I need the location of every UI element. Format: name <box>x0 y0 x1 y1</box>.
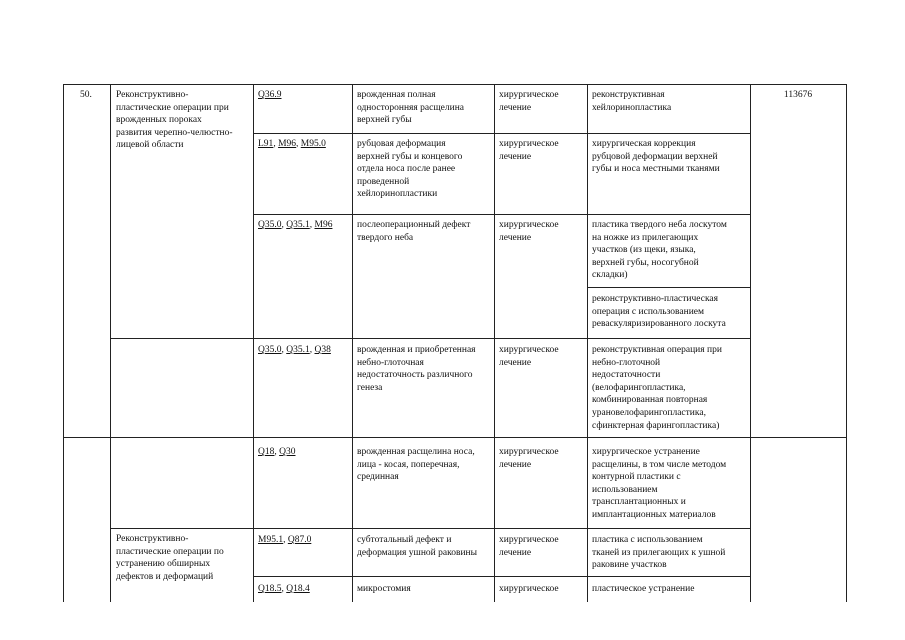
icd-code-link[interactable]: Q35.0 <box>258 220 282 230</box>
icd-codes: Q35.0, Q35.1, Q38 <box>258 345 331 355</box>
icd-codes: M95.1, Q87.0 <box>258 535 312 545</box>
diagnosis-text: врожденная полная односторонняя расщелина верхней губы <box>357 90 464 126</box>
treatment-method: реконструктивная хейлоринопластика <box>592 90 672 113</box>
group-name: Реконструктивно- пластические операции по устранению обширных дефектов и деформаций <box>116 534 224 582</box>
icd-code-link[interactable]: Q18.4 <box>286 584 310 594</box>
icd-code-link[interactable]: M96 <box>278 139 297 149</box>
icd-code-link[interactable]: Q18 <box>258 447 275 457</box>
treatment-method: пластическое устранение <box>592 584 695 594</box>
table-border-left <box>63 84 64 602</box>
icd-code-link[interactable]: Q30 <box>279 447 296 457</box>
treatment-method: реконструктивная операция при небно-глоточной недостаточности (велофарингопластика, комбинированная повторная урановелофарингопластика, сфинктерная фарингопластика) <box>592 345 722 431</box>
treatment-type: хирургическое лечение <box>499 220 559 243</box>
icd-codes: Q35.0, Q35.1, M96 <box>258 220 333 230</box>
diagnosis-text: микростомия <box>357 584 411 594</box>
column-divider <box>352 84 353 602</box>
column-divider <box>587 84 588 602</box>
treatment-method: пластика с использованием тканей из прилегающих к ушной раковине участков <box>592 535 726 571</box>
icd-codes: Q18, Q30 <box>258 447 296 457</box>
group-name: Реконструктивно- пластические операции при врожденных пороках развития черепно-челюстно- лицевой области <box>116 90 233 151</box>
treatment-type: хирургическое лечение <box>499 447 559 470</box>
icd-code-link[interactable]: Q18.5 <box>258 584 282 594</box>
diagnosis-text: послеоперационный дефект твердого неба <box>357 220 471 243</box>
icd-code-link[interactable]: L91 <box>258 139 274 149</box>
page-break-line <box>63 437 846 438</box>
icd-code-link[interactable]: M95.1 <box>258 535 284 545</box>
icd-code-link[interactable]: M96 <box>314 220 333 230</box>
table-border-top <box>63 84 846 85</box>
treatment-type: хирургическое лечение <box>499 90 559 113</box>
icd-code-link[interactable]: Q35.1 <box>286 345 310 355</box>
row-divider <box>110 338 750 339</box>
icd-code-link[interactable]: Q38 <box>314 345 331 355</box>
diagnosis-text: врожденная расщелина носа, лица - косая, поперечная, срединная <box>357 447 475 483</box>
column-divider <box>110 84 111 602</box>
treatment-type: хирургическое лечение <box>499 535 559 558</box>
treatment-method: реконструктивно-пластическая операция с использованием реваскуляризированного лоскута <box>592 294 726 330</box>
icd-code-link[interactable]: M95.0 <box>300 139 326 149</box>
row-divider <box>253 576 750 577</box>
icd-codes: L91, M96, M95.0 <box>258 139 326 149</box>
treatment-type: хирургическое лечение <box>499 139 559 162</box>
icd-codes: Q18.5, Q18.4 <box>258 584 310 594</box>
row-divider <box>253 133 750 134</box>
icd-code-link[interactable]: Q36.9 <box>258 90 282 100</box>
column-divider <box>494 84 495 602</box>
icd-codes <box>258 89 351 102</box>
row-divider <box>253 214 750 215</box>
treatment-type: хирургическое <box>499 584 559 594</box>
table-border-right <box>846 84 847 602</box>
treatment-type: хирургическое лечение <box>499 345 559 368</box>
diagnosis-text: врожденная и приобретенная небно-глоточная недостаточность различного генеза <box>357 345 476 393</box>
diagnosis-text: рубцовая деформация верхней губы и концевого отдела носа после ранее проведенной хейлоринопластики <box>357 139 463 200</box>
icd-code-link[interactable]: Q87.0 <box>287 535 312 545</box>
column-divider <box>253 84 254 602</box>
column-divider <box>750 84 751 602</box>
row-divider <box>110 528 750 529</box>
treatment-method: хирургическое устранение расщелины, в том числе методом контурной пластики с использованием трансплантационных и имплантационных материалов <box>592 447 727 520</box>
icd-code-link[interactable]: Q35.1 <box>286 220 310 230</box>
row-divider <box>587 287 750 288</box>
row-number: 50. <box>80 90 92 100</box>
treatment-method: хирургическая коррекция рубцовой деформации верхней губы и носа местными тканями <box>592 139 720 175</box>
treatment-method: пластика твердого неба лоскутом на ножке из прилегающих участков (из щеки, языка, верхней губы, носогубной складки) <box>592 220 727 281</box>
total-value: 113676 <box>783 90 813 100</box>
diagnosis-text: субтотальный дефект и деформация ушной раковины <box>357 535 477 558</box>
icd-code-link[interactable]: Q35.0 <box>258 345 282 355</box>
